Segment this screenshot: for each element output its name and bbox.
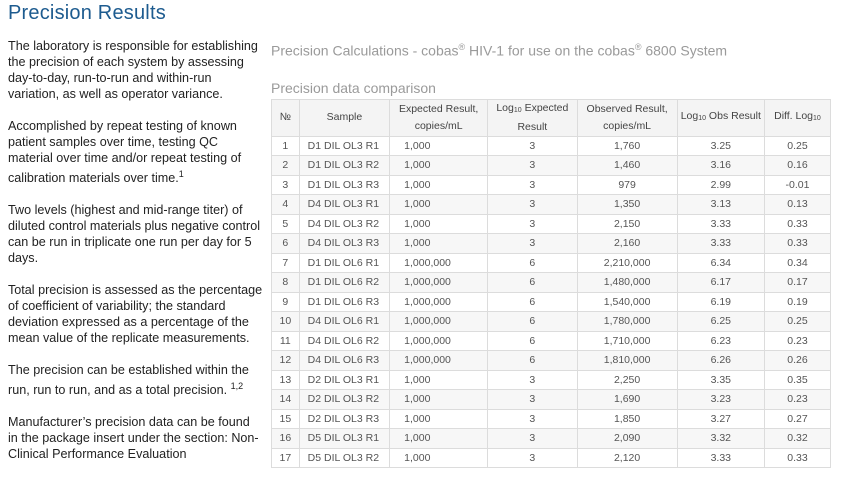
cell-number: 2 (272, 156, 300, 176)
cell-expected: 1,000 (390, 234, 488, 254)
cell-sample: D4 DIL OL6 R2 (299, 331, 390, 351)
table-row (272, 292, 831, 312)
cell-log-observed: 3.23 (677, 390, 764, 410)
cell-sample: D1 DIL OL3 R2 (299, 156, 390, 176)
cell-sample: D4 DIL OL3 R2 (299, 214, 390, 234)
paragraph-precision-levels (8, 362, 263, 398)
cell-expected: 1,000,000 (390, 273, 488, 293)
cell-log-expected: 3 (488, 156, 577, 176)
cell-log-expected: 3 (488, 448, 577, 468)
page-title: Precision Results (8, 2, 166, 24)
cell-number: 7 (272, 253, 300, 273)
header-sample: Sample (299, 99, 390, 136)
cell-expected: 1,000,000 (390, 292, 488, 312)
cell-observed: 2,150 (577, 214, 677, 234)
paragraph-text: Two levels (highest and mid-range titer) of diluted control materials plus negative control can be run in triplicate one run per day for 5 days. (8, 203, 261, 266)
cell-expected: 1,000 (390, 175, 488, 195)
header-text: Expected Result (517, 101, 569, 133)
cell-sample: D1 DIL OL6 R1 (299, 253, 390, 273)
cell-observed: 1,690 (577, 390, 677, 410)
cell-log-expected: 3 (488, 370, 577, 390)
cell-number: 8 (272, 273, 300, 293)
cell-log-expected: 3 (488, 175, 577, 195)
cell-log-observed: 3.35 (677, 370, 764, 390)
header-diff-log (764, 99, 830, 136)
cell-log-observed: 2.99 (677, 175, 764, 195)
table-row (272, 175, 831, 195)
cell-number: 6 (272, 234, 300, 254)
cell-diff-log: 0.33 (764, 448, 830, 468)
paragraph-package-insert (8, 414, 263, 462)
calc-title-part: 6800 System (641, 42, 728, 59)
cell-log-observed: 6.34 (677, 253, 764, 273)
cell-log-observed: 3.33 (677, 234, 764, 254)
table-row (272, 370, 831, 390)
table-row (272, 390, 831, 410)
table-row (272, 273, 831, 293)
cell-diff-log: 0.35 (764, 370, 830, 390)
cell-diff-log: 0.25 (764, 136, 830, 156)
cell-log-observed: 3.25 (677, 136, 764, 156)
cell-observed: 1,710,000 (577, 331, 677, 351)
cell-diff-log: 0.16 (764, 156, 830, 176)
cell-number: 1 (272, 136, 300, 156)
header-log-expected (488, 99, 577, 136)
cell-log-expected: 3 (488, 234, 577, 254)
cell-log-expected: 3 (488, 136, 577, 156)
paragraph-responsibility (8, 38, 263, 102)
table-header-row (272, 99, 831, 136)
paragraph-text: The precision can be established within the run, run to run, and as a total precision. (8, 363, 249, 398)
cell-sample: D1 DIL OL6 R3 (299, 292, 390, 312)
cell-observed: 2,210,000 (577, 253, 677, 273)
paragraph-repeat-testing (8, 118, 263, 186)
paragraph-text: The laboratory is responsible for establishing the precision of each system by assessing day-to-day, run-to-run and within-run variation, as well as operator variance. (8, 39, 258, 101)
precision-table (271, 99, 831, 469)
cell-log-expected: 6 (488, 331, 577, 351)
cell-sample: D5 DIL OL3 R2 (299, 448, 390, 468)
cell-log-expected: 3 (488, 390, 577, 410)
cell-sample: D4 DIL OL3 R1 (299, 195, 390, 215)
cell-log-expected: 3 (488, 214, 577, 234)
cell-log-observed: 3.13 (677, 195, 764, 215)
cell-log-expected: 3 (488, 195, 577, 215)
cell-sample: D4 DIL OL6 R1 (299, 312, 390, 332)
cell-number: 4 (272, 195, 300, 215)
cell-diff-log: 0.19 (764, 292, 830, 312)
cell-log-observed: 6.17 (677, 273, 764, 293)
cell-log-observed: 6.25 (677, 312, 764, 332)
footnote-ref: 1 (178, 169, 184, 179)
cell-expected: 1,000 (390, 156, 488, 176)
cell-number: 11 (272, 331, 300, 351)
cell-observed: 1,460 (577, 156, 677, 176)
cell-log-observed: 6.23 (677, 331, 764, 351)
cell-expected: 1,000 (390, 429, 488, 449)
cell-diff-log: 0.23 (764, 390, 830, 410)
table-row (272, 448, 831, 468)
cell-sample: D4 DIL OL6 R3 (299, 351, 390, 371)
cell-expected: 1,000 (390, 195, 488, 215)
cell-diff-log: 0.27 (764, 409, 830, 429)
table-row (272, 214, 831, 234)
cell-observed: 1,780,000 (577, 312, 677, 332)
cell-number: 14 (272, 390, 300, 410)
header-text: Obs Result (706, 110, 761, 123)
table-row (272, 234, 831, 254)
cell-observed: 1,760 (577, 136, 677, 156)
cell-number: 10 (272, 312, 300, 332)
cell-log-expected: 6 (488, 312, 577, 332)
header-log-obs (677, 99, 764, 136)
cell-log-observed: 6.19 (677, 292, 764, 312)
cell-sample: D4 DIL OL3 R3 (299, 234, 390, 254)
cell-observed: 1,810,000 (577, 351, 677, 371)
header-text: Log (680, 110, 699, 123)
calc-title-part: Precision Calculations - cobas (271, 42, 459, 59)
paragraph-control-levels (8, 202, 263, 266)
cell-sample: D2 DIL OL3 R2 (299, 390, 390, 410)
paragraph-text: Accomplished by repeat testing of known patient samples over time, testing QC material over time and/or repeat testing of calibration materials over time. (8, 119, 242, 186)
cell-number: 9 (272, 292, 300, 312)
table-row (272, 351, 831, 371)
cell-number: 5 (272, 214, 300, 234)
cell-sample: D2 DIL OL3 R1 (299, 370, 390, 390)
cell-observed: 2,160 (577, 234, 677, 254)
cell-log-observed: 6.26 (677, 351, 764, 371)
cell-diff-log: 0.33 (764, 234, 830, 254)
cell-observed: 1,850 (577, 409, 677, 429)
cell-expected: 1,000,000 (390, 312, 488, 332)
paragraph-text: Total precision is assessed as the percentage of coefficient of variability; the standard deviation expressed as a percentage of the mean value of the replicate measurements. (8, 283, 263, 346)
cell-expected: 1,000 (390, 390, 488, 410)
cell-number: 12 (272, 351, 300, 371)
cell-diff-log: 0.32 (764, 429, 830, 449)
cell-sample: D5 DIL OL3 R1 (299, 429, 390, 449)
precision-section (271, 38, 846, 468)
cell-number: 15 (272, 409, 300, 429)
cell-observed: 1,540,000 (577, 292, 677, 312)
cell-expected: 1,000 (390, 409, 488, 429)
header-number: № (272, 99, 300, 136)
header-text: Diff. Log (774, 110, 814, 123)
cell-expected: 1,000 (390, 448, 488, 468)
cell-number: 16 (272, 429, 300, 449)
cell-number: 17 (272, 448, 300, 468)
cell-log-expected: 6 (488, 273, 577, 293)
table-row (272, 409, 831, 429)
cell-observed: 1,350 (577, 195, 677, 215)
cell-expected: 1,000,000 (390, 331, 488, 351)
header-text: Log (496, 101, 514, 114)
paragraph-text: Manufacturer’s precision data can be found in the package insert under the section: Non-Clinical Performance Evaluation (8, 415, 259, 462)
header-expected: Expected Result, copies/mL (390, 99, 488, 136)
table-row (272, 331, 831, 351)
header-subscript: 10 (698, 115, 707, 123)
description-column (8, 38, 263, 478)
cell-log-observed: 3.33 (677, 214, 764, 234)
calculations-title (271, 38, 846, 60)
table-row (272, 195, 831, 215)
cell-sample: D1 DIL OL3 R1 (299, 136, 390, 156)
cell-log-observed: 3.33 (677, 448, 764, 468)
cell-expected: 1,000,000 (390, 351, 488, 371)
table-row (272, 136, 831, 156)
cell-observed: 2,090 (577, 429, 677, 449)
cell-log-observed: 3.27 (677, 409, 764, 429)
paragraph-total-precision (8, 282, 263, 346)
table-row (272, 253, 831, 273)
cell-expected: 1,000 (390, 136, 488, 156)
registered-mark: ® (634, 42, 642, 52)
cell-log-expected: 3 (488, 429, 577, 449)
cell-diff-log: 0.25 (764, 312, 830, 332)
cell-log-observed: 3.16 (677, 156, 764, 176)
table-row (272, 312, 831, 332)
registered-mark: ® (458, 42, 466, 52)
calc-title-part: HIV-1 for use on the cobas (465, 42, 635, 59)
cell-diff-log: 0.23 (764, 331, 830, 351)
cell-expected: 1,000,000 (390, 253, 488, 273)
cell-number: 3 (272, 175, 300, 195)
cell-log-observed: 3.32 (677, 429, 764, 449)
cell-diff-log: 0.26 (764, 351, 830, 371)
header-subscript: 10 (513, 106, 522, 114)
cell-observed: 2,120 (577, 448, 677, 468)
cell-diff-log: 0.17 (764, 273, 830, 293)
table-row (272, 156, 831, 176)
cell-log-expected: 3 (488, 409, 577, 429)
cell-log-expected: 6 (488, 351, 577, 371)
table-row (272, 429, 831, 449)
cell-sample: D2 DIL OL3 R3 (299, 409, 390, 429)
cell-number: 13 (272, 370, 300, 390)
footnote-ref: 1,2 (230, 381, 244, 392)
header-observed: Observed Result, copies/mL (577, 99, 677, 136)
header-subscript: 10 (813, 115, 821, 123)
comparison-title: Precision data comparison (271, 79, 436, 96)
cell-diff-log: 0.13 (764, 195, 830, 215)
cell-diff-log: 0.33 (764, 214, 830, 234)
cell-observed: 979 (577, 175, 677, 195)
table-body (272, 136, 831, 468)
cell-expected: 1,000 (390, 214, 488, 234)
cell-log-expected: 6 (488, 253, 577, 273)
cell-diff-log: 0.34 (764, 253, 830, 273)
cell-sample: D1 DIL OL6 R2 (299, 273, 390, 293)
cell-diff-log: -0.01 (764, 175, 830, 195)
cell-expected: 1,000 (390, 370, 488, 390)
cell-sample: D1 DIL OL3 R3 (299, 175, 390, 195)
cell-log-expected: 6 (488, 292, 577, 312)
cell-observed: 2,250 (577, 370, 677, 390)
cell-observed: 1,480,000 (577, 273, 677, 293)
